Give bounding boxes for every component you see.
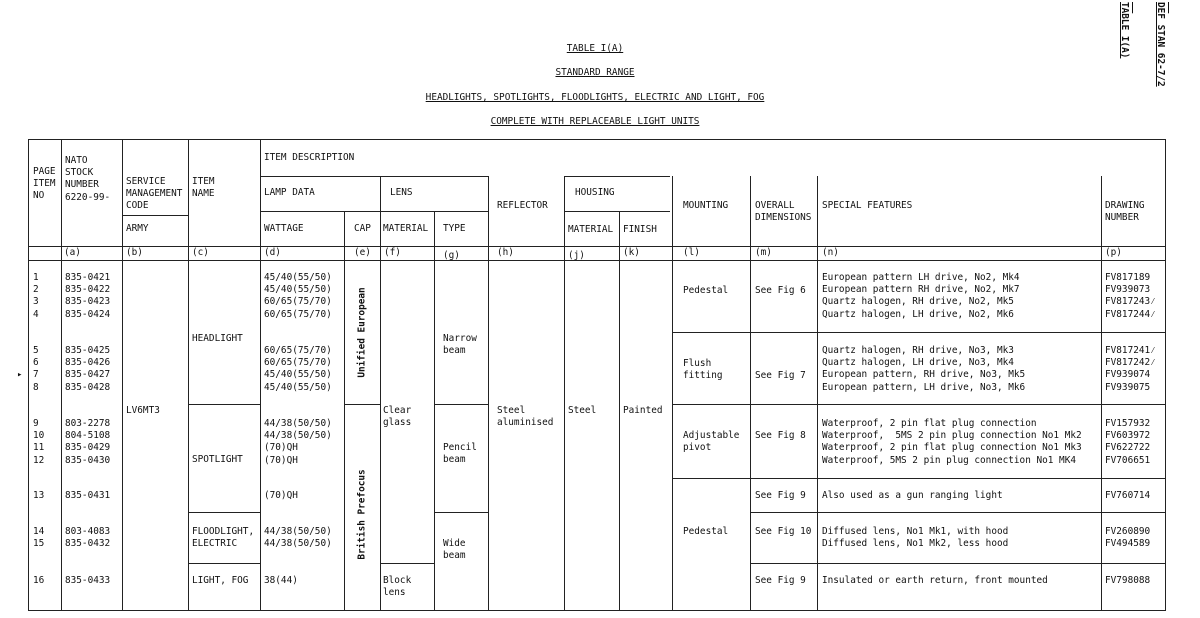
stock-numbers: 835-0431 <box>65 490 111 501</box>
col-letter: (a) <box>64 247 81 258</box>
special-features: Also used as a gun ranging light <box>822 490 1003 501</box>
col-wattage: WATTAGE <box>264 223 304 234</box>
dimensions-ref: See Fig 7 <box>755 370 806 381</box>
col-nsn: NATO STOCK NUMBER 6220-99- <box>65 155 111 203</box>
lens-type-narrow: Narrow beam <box>443 333 477 357</box>
stock-numbers: 803-2278 804-5108 835-0429 835-0430 <box>65 418 111 466</box>
stock-numbers: 835-0421 835-0422 835-0423 835-0424 <box>65 272 111 320</box>
col-army: ARMY <box>126 223 149 234</box>
col-housing-material: MATERIAL <box>568 224 614 235</box>
col-smc: SERVICE MANAGEMENT CODE <box>126 176 183 212</box>
item-numbers: 14 15 <box>33 526 45 550</box>
drawing-numbers: FV817189 FV939073 FV817243⁄ FV817244⁄ <box>1105 272 1156 320</box>
item-numbers: 1 2 3 4 <box>33 272 39 320</box>
special-features: European pattern LH drive, No2, Mk4 European pattern RH drive, No2, Mk7 Quartz halogen, RH drive, No2, Mk5 Quartz halogen, LH drive, No2, Mk6 <box>822 272 1020 320</box>
stock-numbers: 803-4083 835-0432 <box>65 526 111 550</box>
col-letter: (f) <box>384 247 401 258</box>
dimensions-ref: See Fig 9 <box>755 490 806 501</box>
col-cap: CAP <box>354 223 371 234</box>
col-item-description: ITEM DESCRIPTION <box>264 152 355 163</box>
lens-type-wide: Wide beam <box>443 538 466 562</box>
col-letter: (h) <box>497 247 514 258</box>
special-features: Waterproof, 2 pin flat plug connection Waterproof, 5MS 2 pin plug connection No1 Mk2 Waterproof, 2 pin flat plug connection No1 Mk3 Waterproof, 5MS 2 pin plug connection No1 MK4 <box>822 418 1082 466</box>
col-housing: HOUSING <box>575 187 615 198</box>
drawing-numbers: FV817241⁄ FV817242⁄ FV939074 FV939075 <box>1105 345 1156 393</box>
special-features: Insulated or earth return, front mounted <box>822 575 1048 586</box>
mounting-adjustable: Adjustable pivot <box>683 430 740 454</box>
lens-material-block: Block lens <box>383 575 412 599</box>
finish-value: Painted <box>623 405 663 416</box>
housing-material-value: Steel <box>568 405 597 416</box>
wattage-values: 44/38(50/50) 44/38(50/50) (70)QH (70)QH <box>264 418 332 466</box>
table-scope-note: COMPLETE WITH REPLACEABLE LIGHT UNITS <box>490 116 700 127</box>
margin-change-mark: ▸ <box>17 370 23 380</box>
col-letter: (j) <box>568 250 585 261</box>
col-letter: (c) <box>192 247 209 258</box>
service-management-code: LV6MT3 <box>126 405 160 416</box>
col-letter: (b) <box>126 247 143 258</box>
col-letter: (d) <box>264 247 281 258</box>
item-numbers: 16 <box>33 575 45 586</box>
item-numbers: 13 <box>33 490 45 501</box>
wattage-values: 38(44) <box>264 575 298 586</box>
table-title: TABLE I(A) <box>566 43 624 54</box>
mounting-flush: Flush fitting <box>683 358 723 382</box>
cap-british-prefocus: British Prefocus <box>356 469 368 560</box>
col-lens-type: TYPE <box>443 223 466 234</box>
col-letter: (n) <box>822 247 839 258</box>
col-special-features: SPECIAL FEATURES <box>822 200 913 211</box>
col-page-item: PAGE ITEM NO <box>33 166 56 202</box>
col-letter: (l) <box>683 247 700 258</box>
wattage-values: (70)QH <box>264 490 298 501</box>
col-drawing-number: DRAWING NUMBER <box>1105 200 1145 224</box>
dimensions-ref: See Fig 9 <box>755 575 806 586</box>
wattage-values: 44/38(50/50) 44/38(50/50) <box>264 526 332 550</box>
special-features: Quartz halogen, RH drive, No3, Mk3 Quartz halogen, LH drive, No3, Mk4 European pattern, RH drive, No3, Mk5 European pattern, LH drive, No3, Mk6 <box>822 345 1026 393</box>
dimensions-ref: See Fig 8 <box>755 430 806 441</box>
reflector-value: Steel aluminised <box>497 405 554 429</box>
wattage-values: 60/65(75/70) 60/65(75/70) 45/40(55/50) 45/40(55/50) <box>264 345 332 393</box>
item-name-fog: LIGHT, FOG <box>192 575 249 586</box>
col-finish: FINISH <box>623 224 657 235</box>
special-features: Diffused lens, No1 Mk1, with hood Diffused lens, No1 Mk2, less hood <box>822 526 1009 550</box>
col-letter: (p) <box>1105 247 1122 258</box>
col-reflector: REFLECTOR <box>497 200 548 211</box>
lens-material-clear: Clear glass <box>383 405 412 429</box>
table-subtitle: STANDARD RANGE <box>555 67 635 78</box>
stock-numbers: 835-0425 835-0426 835-0427 835-0428 <box>65 345 111 393</box>
lens-type-pencil: Pencil beam <box>443 442 477 466</box>
doc-ref-standard: DEF STAN 62-7/2 <box>1155 2 1166 87</box>
table-scope: HEADLIGHTS, SPOTLIGHTS, FLOODLIGHTS, ELECTRIC AND LIGHT, FOG <box>425 92 765 103</box>
item-name-headlight: HEADLIGHT <box>192 333 243 344</box>
drawing-numbers: FV760714 <box>1105 490 1151 501</box>
mounting-pedestal: Pedestal <box>683 285 729 296</box>
col-letter: (e) <box>354 247 371 258</box>
item-name-spotlight: SPOTLIGHT <box>192 454 243 465</box>
dimensions-ref: See Fig 6 <box>755 285 806 296</box>
col-dimensions: OVERALL DIMENSIONS <box>755 200 812 224</box>
item-numbers: 9 10 11 12 <box>33 418 45 466</box>
col-item-name: ITEM NAME <box>192 176 215 200</box>
mounting-pedestal: Pedestal <box>683 526 729 537</box>
col-letter: (m) <box>755 247 772 258</box>
col-mounting: MOUNTING <box>683 200 729 211</box>
drawing-numbers: FV260890 FV494589 <box>1105 526 1151 550</box>
cap-unified-european: Unified European <box>356 287 368 378</box>
dimensions-ref: See Fig 10 <box>755 526 812 537</box>
col-lens: LENS <box>390 187 413 198</box>
stock-numbers: 835-0433 <box>65 575 111 586</box>
wattage-values: 45/40(55/50) 45/40(55/50) 60/65(75/70) 60/65(75/70) <box>264 272 332 320</box>
doc-ref-table: TABLE I(A) <box>1119 2 1130 59</box>
col-lamp-data: LAMP DATA <box>264 187 315 198</box>
drawing-numbers: FV798088 <box>1105 575 1151 586</box>
col-letter: (g) <box>443 250 460 261</box>
col-lens-material: MATERIAL <box>383 223 429 234</box>
item-name-floodlight: FLOODLIGHT, ELECTRIC <box>192 526 255 550</box>
col-letter: (k) <box>623 247 640 258</box>
item-numbers: 5 6 7 8 <box>33 345 39 393</box>
drawing-numbers: FV157932 FV603972 FV622722 FV706651 <box>1105 418 1151 466</box>
